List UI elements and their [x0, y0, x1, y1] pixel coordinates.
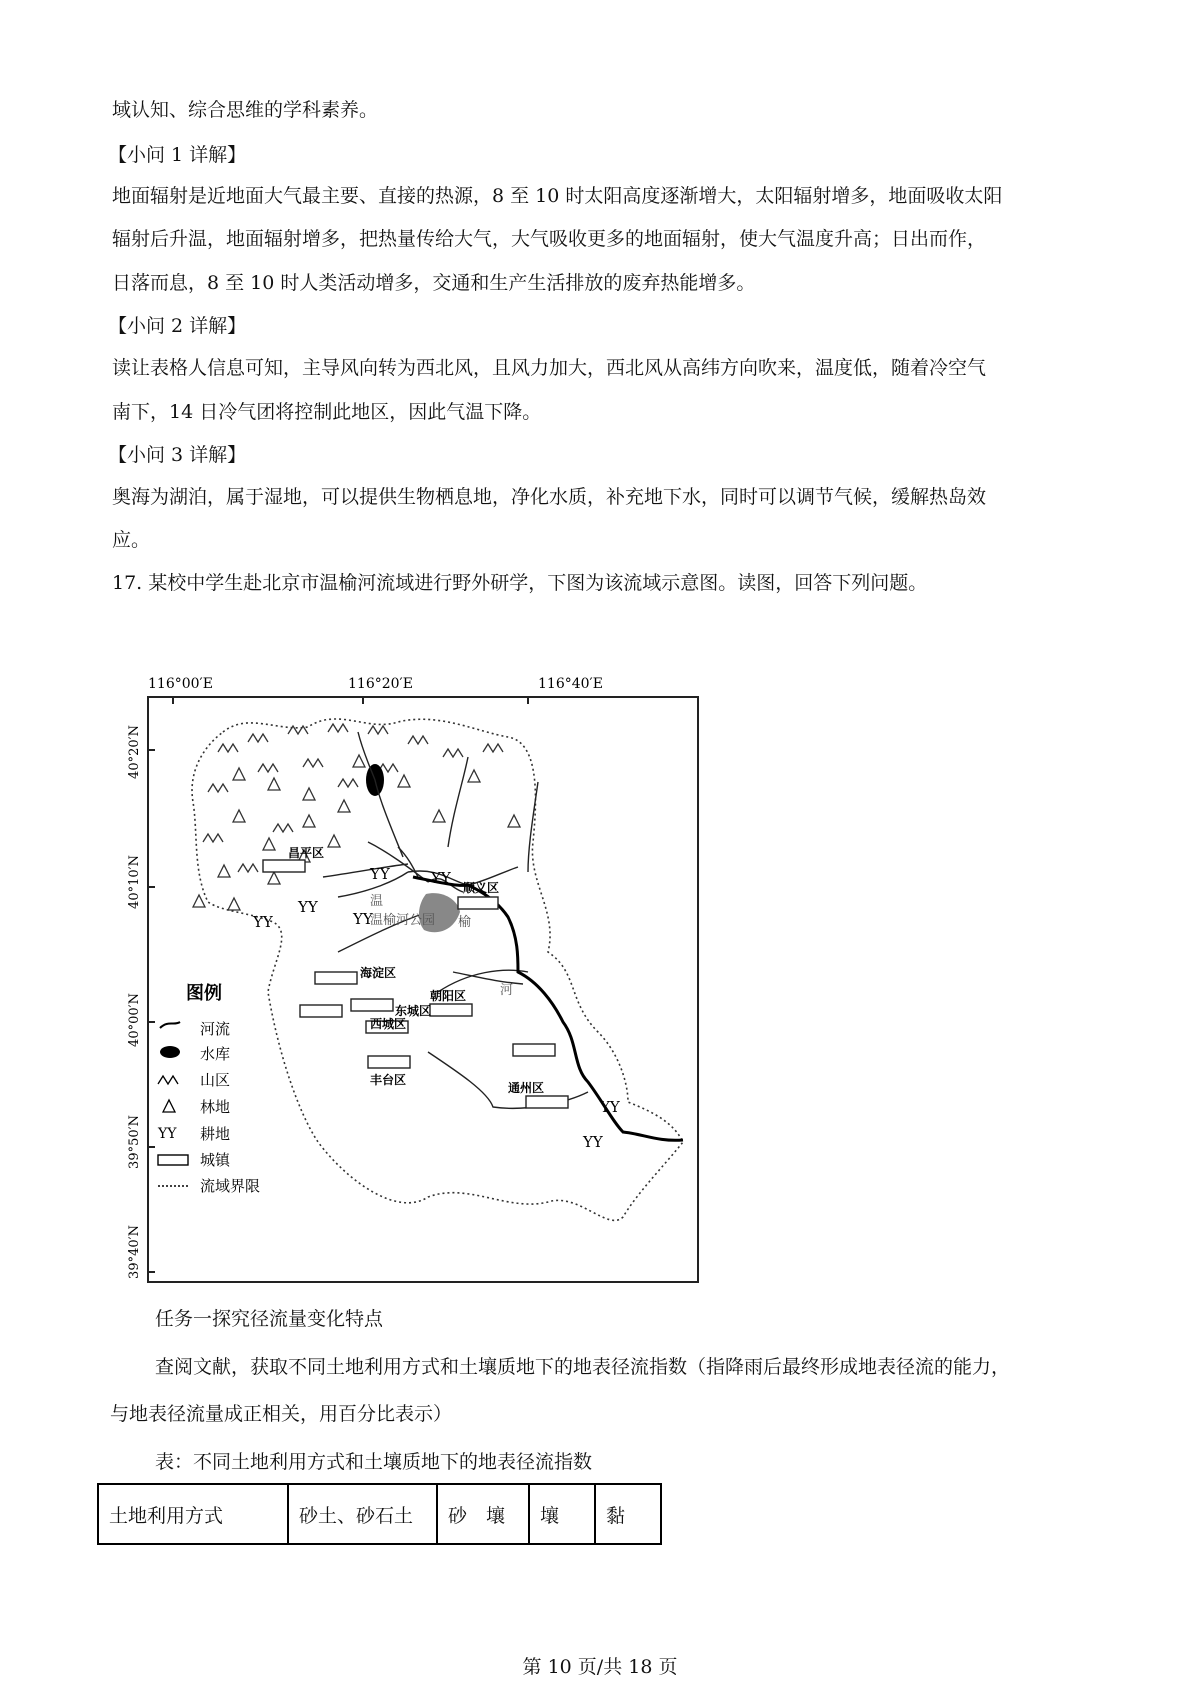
section-heading-q3: 【小问 3 详解】	[108, 444, 247, 466]
table-header-cell: 砂 壤	[437, 1484, 529, 1544]
page-footer: 第 10 页/共 18 页	[522, 1656, 678, 1678]
farmland-symbol: YY	[583, 1133, 603, 1151]
legend-label: 山区	[200, 1071, 231, 1089]
farmland-symbol: YY	[431, 869, 451, 887]
task-body: 与地表径流量成正相关，用百分比表示）	[110, 1403, 453, 1425]
runoff-table	[97, 1483, 662, 1545]
legend-label: 河流	[200, 1020, 231, 1038]
lon-label: 116°40′E	[538, 676, 603, 692]
question-17: 17. 某校中学生赴北京市温榆河流域进行野外研学，下图为该流域示意图。读图，回答下列问题。	[112, 572, 928, 594]
task-title: 任务一探究径流量变化特点	[155, 1308, 384, 1330]
label-chaoyang: 朝阳区	[430, 989, 467, 1003]
forest-legend-icon	[163, 1100, 175, 1112]
label-tongzhou: 通州区	[508, 1081, 545, 1095]
legend-title: 图例	[186, 983, 222, 1004]
table-header-cell: 土地利用方式	[98, 1484, 288, 1544]
label-shunyi: 顺义区	[463, 881, 500, 895]
farmland-legend-icon: YY	[158, 1126, 177, 1142]
legend-label: 流域界限	[200, 1177, 261, 1195]
map-legend	[157, 982, 260, 1195]
section-heading-q1: 【小问 1 详解】	[108, 144, 247, 166]
label-fengtai: 丰台区	[370, 1073, 407, 1087]
text-line: 读让表格人信息可知，主导风向转为西北风，且风力加大，西北风从高纬方向吹来，温度低，随着冷空气	[112, 357, 987, 379]
farmland-symbol: YY	[298, 898, 318, 916]
label-changping: 昌平区	[288, 846, 325, 860]
farmland-symbol: YY	[370, 865, 390, 883]
text-line: 地面辐射是近地面大气最主要、直接的热源，8 至 10 时太阳高度逐渐增大，太阳辐射增多，地面吸收太阳	[112, 185, 1003, 207]
legend-label: 水库	[200, 1045, 231, 1063]
label-haidian: 海淀区	[360, 966, 397, 980]
label-he: 河	[500, 983, 514, 998]
lon-label: 116°00′E	[148, 676, 213, 692]
lat-label: 40°00′N	[127, 993, 142, 1047]
river-legend-icon	[160, 1022, 180, 1028]
reservoir-legend-icon	[160, 1046, 180, 1058]
label-xicheng: 西城区	[370, 1017, 407, 1031]
text-line: 域认知、综合思维的学科素养。	[112, 99, 379, 121]
text-line: 奥海为湖泊，属于湿地，可以提供生物栖息地，净化水质，补充地下水，同时可以调节气候，缓解热岛效	[112, 486, 987, 508]
town-legend-icon	[158, 1155, 188, 1165]
lat-label: 40°10′N	[127, 855, 142, 909]
task-body: 查阅文献，获取不同土地利用方式和土壤质地下的地表径流指数（指降雨后最终形成地表径流的能力，	[155, 1356, 1011, 1378]
text-line: 南下，14 日冷气团将控制此地区，因此气温下降。	[112, 401, 542, 423]
label-yu: 榆	[458, 915, 472, 930]
basin-boundary	[192, 719, 683, 1220]
section-heading-q2: 【小问 2 详解】	[108, 315, 247, 337]
mountain-legend-icon	[158, 1076, 178, 1084]
label-park: 温榆河公园	[370, 913, 436, 928]
text-line: 辐射后升温，地面辐射增多，把热量传给大气，大气吸收更多的地面辐射，使大气温度升高；日出而作，	[112, 228, 987, 250]
table-caption: 表：不同土地利用方式和土壤质地下的地表径流指数	[155, 1451, 593, 1473]
watershed-map	[108, 672, 708, 1287]
label-wen: 温	[370, 894, 384, 909]
table-row	[98, 1484, 661, 1544]
farmland-symbol: YY	[600, 1098, 620, 1116]
table-header-cell: 黏	[595, 1484, 661, 1544]
farmland-symbol: YY	[253, 913, 273, 931]
farmland-symbol: YY	[353, 910, 373, 928]
legend-label: 林地	[200, 1098, 231, 1116]
text-line: 日落而息，8 至 10 时人类活动增多，交通和生产生活排放的废弃热能增多。	[112, 272, 756, 294]
text-line: 应。	[112, 529, 151, 551]
lat-label: 39°50′N	[127, 1115, 142, 1169]
label-dongcheng: 东城区	[395, 1004, 432, 1018]
lat-label: 40°20′N	[127, 725, 142, 779]
lon-label: 116°20′E	[348, 676, 413, 692]
lat-label: 39°40′N	[127, 1225, 142, 1279]
legend-label: 城镇	[200, 1151, 231, 1169]
legend-label: 耕地	[200, 1125, 231, 1143]
table-header-cell: 砂土、砂石土	[288, 1484, 437, 1544]
table-header-cell: 壤	[529, 1484, 595, 1544]
